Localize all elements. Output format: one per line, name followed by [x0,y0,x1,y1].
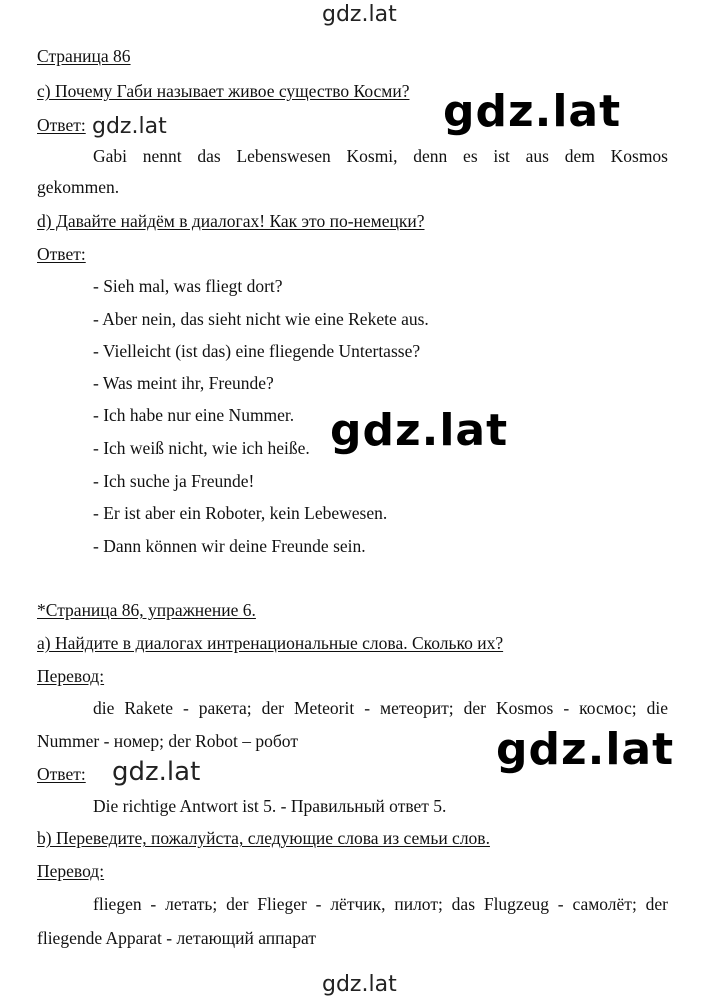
translation-label-a: Перевод: [37,666,105,686]
dialog-line: - Sieh mal, was fliegt dort? [93,276,283,296]
page-heading: Страница 86 [37,46,131,66]
watermark-large-3: gdz.lat [496,724,675,775]
watermark-top: gdz.lat [322,2,397,27]
dialog-line: - Was meint ihr, Freunde? [93,373,274,393]
translation-label-b: Перевод: [37,861,105,881]
watermark-inline-1: gdz.lat [92,114,167,139]
dialog-line: - Vielleicht (ist das) eine fliegende Untertasse? [93,341,421,361]
watermark-bottom: gdz.lat [322,972,397,997]
answer-c-line-1: Gabi nennt das Lebenswesen Kosmi, denn es ist aus dem Kosmos [93,146,668,166]
answer-label-c: Ответ: [37,115,86,135]
translation-b-line-1: fliegen - летать; der Flieger - лётчик, пилот; das Flugzeug - самолёт; der [93,894,668,914]
translation-b-line-2: fliegende Apparat - летающий аппарат [37,928,316,948]
watermark-large-2: gdz.lat [330,405,509,456]
translation-a-line-1: die Rakete - ракета; der Meteorit - метеорит; der Kosmos - космос; die [93,698,668,718]
dialog-line: - Ich weiß nicht, wie ich heiße. [93,438,310,458]
dialog-line: - Aber nein, das sieht nicht wie eine Rekete aus. [93,309,429,329]
watermark-large-1: gdz.lat [443,86,622,137]
answer-c-line-2: gekommen. [37,177,120,197]
answer-a: Die richtige Antwort ist 5. - Правильный ответ 5. [93,796,447,816]
question-d: d) Давайте найдём в диалогах! Как это по-немецки? [37,211,425,231]
question-b: b) Переведите, пожалуйста, следующие слова из семьи слов. [37,828,490,848]
answer-label-a: Ответ: [37,764,86,784]
question-c: c) Почему Габи называет живое существо Косми? [37,81,410,101]
dialog-line: - Ich habe nur eine Nummer. [93,405,295,425]
translation-a-line-2: Nummer - номер; der Robot – робот [37,731,298,751]
answer-label-d: Ответ: [37,244,86,264]
dialog-line: - Er ist aber ein Roboter, kein Lebewesen. [93,503,388,523]
dialog-line: - Ich suche ja Freunde! [93,471,255,491]
watermark-inline-2: gdz.lat [112,757,201,787]
dialog-line: - Dann können wir deine Freunde sein. [93,536,366,556]
exercise-heading: *Страница 86, упражнение 6. [37,600,256,620]
question-a: a) Найдите в диалогах интренациональные слова. Сколько их? [37,633,504,653]
